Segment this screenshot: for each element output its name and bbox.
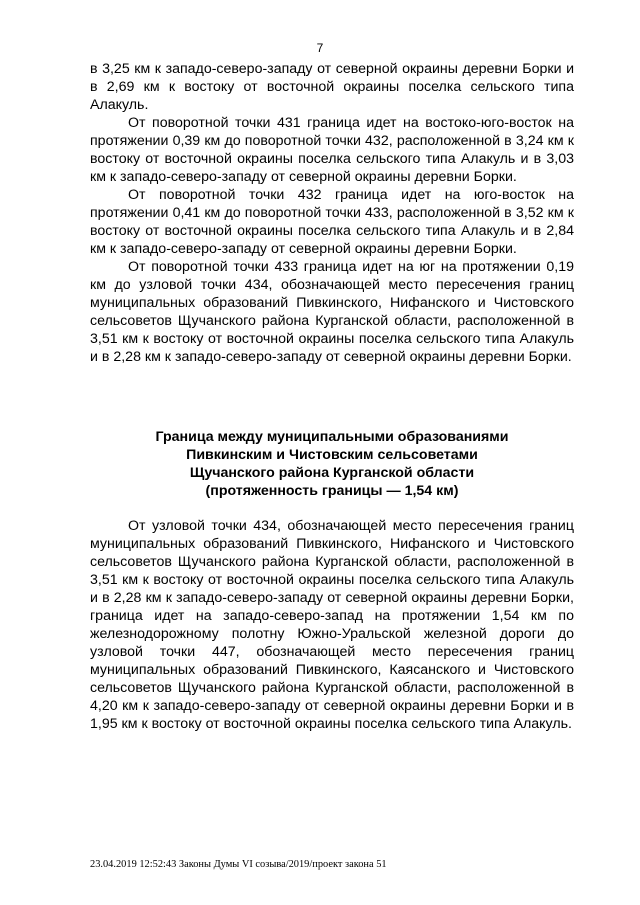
footer-meta: 23.04.2019 12:52:43 Законы Думы VI созыва/2019/проект закона 51 [90, 859, 387, 870]
section-heading [90, 428, 574, 500]
body-text-top [90, 60, 574, 366]
section-heading-line: Щучанского района Курганской области [189, 465, 475, 481]
paragraph: От поворотной точки 433 граница идет на юг на протяжении 0,19 км до узловой точки 434, обозначающей место пересечения границ муниципальных образований Пивкинского, Нифанского и Чистовского сельсоветов Щучанского района Курганской области, расположенной в 3,51 км к востоку от восточной окраины поселка сельского типа Алакуль и в 2,28 км к западо-северо-западу от северной окраины деревни Борки. [90, 259, 574, 365]
body-text-bottom [90, 517, 574, 733]
section-heading-line: (протяженность границы — 1,54 км) [205, 483, 459, 499]
paragraph: От поворотной точки 432 граница идет на юго-восток на протяжении 0,41 км до поворотной точки 433, расположенной в 3,52 км к востоку от восточной окраины поселка сельского типа Алакуль и в 2,84 км к западо-северо-западу от северной окраины деревни Борки. [90, 187, 574, 257]
section-heading-line: Пивкинским и Чистовским сельсоветами [186, 447, 478, 463]
page-number: 7 [316, 41, 324, 55]
paragraph-continuation: в 3,25 км к западо-северо-западу от северной окраины деревни Борки и в 2,69 км к востоку от восточной окраины поселка сельского типа Алакуль. [90, 61, 574, 113]
paragraph: От поворотной точки 431 граница идет на востоко-юго-восток на протяжении 0,39 км до поворотной точки 432, расположенной в 3,24 км к востоку от восточной окраины поселка сельского типа Алакуль и в 3,03 км к западо-северо-западу от северной окраины деревни Борки. [90, 115, 574, 185]
paragraph: От узловой точки 434, обозначающей место пересечения границ муниципальных образований Пивкинского, Нифанского и Чистовского сельсоветов Щучанского района Курганской области, расположенной в 3,51 км к востоку от восточной окраины поселка сельского типа Алакуль и в 2,28 км к западо-северо-западу от северной окраины деревни Борки, граница идет на западо-северо-запад на протяжении 1,54 км по железнодорожному полотну Южно-Уральской железной дороги до узловой точки 447, обозначающей место пересечения границ муниципальных образований Пивкинского, Каясанского и Чистовского сельсоветов Щучанского района Курганской области, расположенной в 4,20 км к западо-северо-западу от северной окраины деревни Борки и в 1,95 км к востоку от восточной окраины поселка сельского типа Алакуль. [90, 518, 574, 732]
section-heading-line: Граница между муниципальными образованиями [155, 429, 509, 445]
